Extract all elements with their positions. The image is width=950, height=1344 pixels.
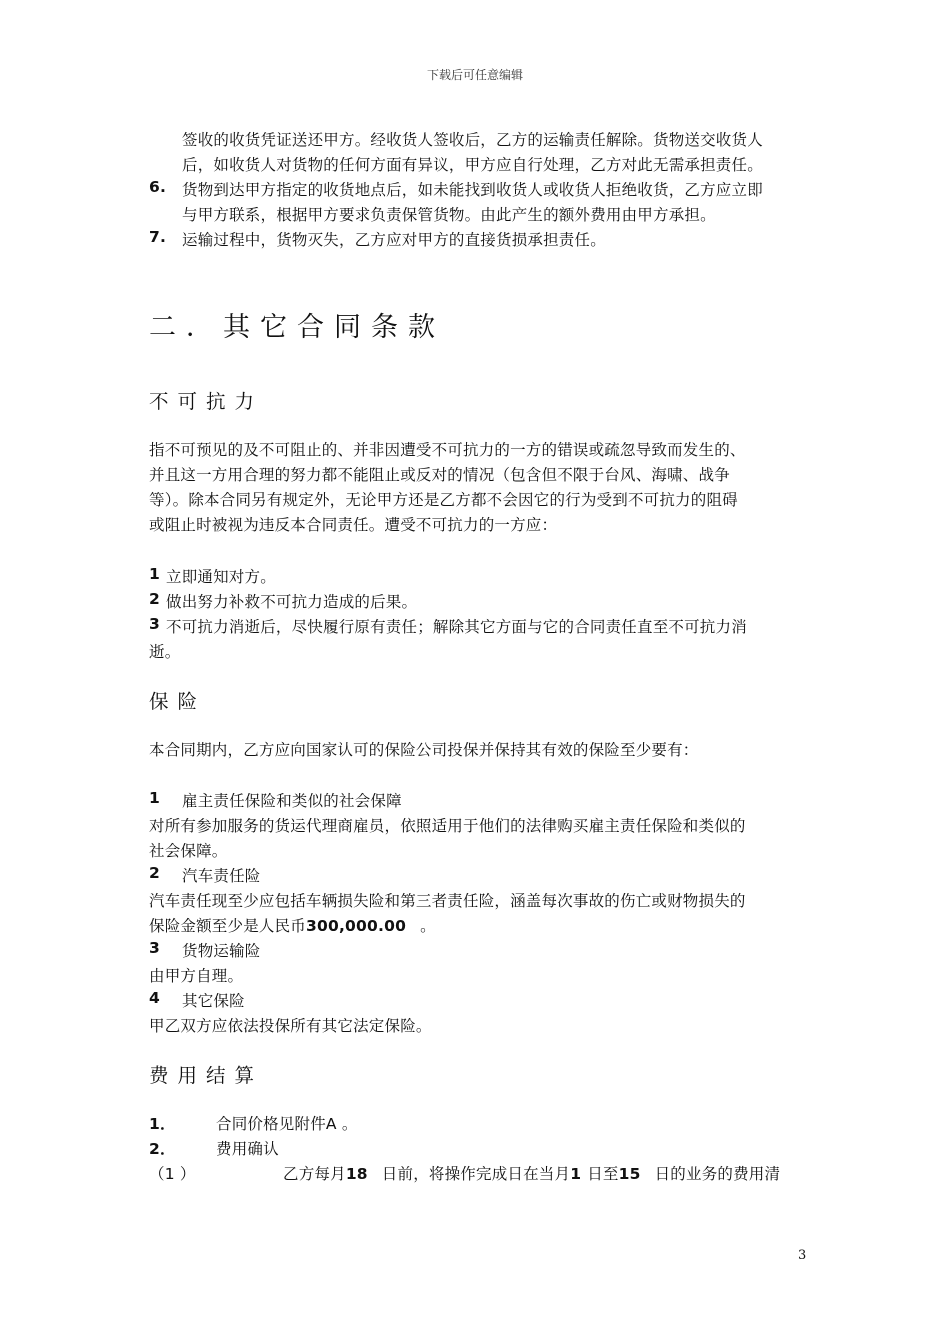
settle-item-2-text: 费用确认 [216,1140,279,1158]
settle-sub-1-text [283,1162,780,1184]
item-6-line-2: 与甲方联系，根据甲方要求负责保管货物。由此产生的额外费用由甲方承担。 [182,206,716,224]
force-majeure-para-line-2: 并且这一方用合理的努力都不能阻止或反对的情况（包含但不限于台风、海啸、战争 [149,466,730,484]
force-majeure-para-line-1: 指不可预见的及不可阻止的、并非因遭受不可抗力的一方的错误或疏忽导致而发生的、 [149,441,746,459]
ins-item-1-number: 1 [149,789,160,807]
ins-item-4-number: 4 [149,989,160,1007]
fm-item-3-continued: 逝。 [149,643,181,661]
ins-item-4-line-1: 甲乙双方应依法投保所有其它法定保险。 [149,1017,432,1035]
fm-item-3-number: 3 [149,615,160,633]
item-7-number: 7. [149,228,167,246]
sub1-text-a: 乙方每月 [283,1165,346,1183]
ins-item-1-line-1: 对所有参加服务的货运代理商雇员，依照适用于他们的法律购买雇主责任保险和类似的 [149,817,746,835]
sub1-day-1: 1 [570,1165,582,1183]
force-majeure-para-line-3: 等）。除本合同另有规定外，无论甲方还是乙方都不会因它的行为受到不可抗力的阻碍 [149,491,738,509]
sub1-day-15: 15 [618,1165,641,1183]
settlement-title: 费用结算 [149,1064,264,1087]
fm-item-2-text: 做出努力补救不可抗力造成的后果。 [166,593,418,611]
ins-item-2-line-1: 汽车责任现至少应包括车辆损失险和第三者责任险，涵盖每次事故的伤亡或财物损失的 [149,892,746,910]
fm-item-2-number: 2 [149,590,160,608]
force-majeure-title: 不可抗力 [149,390,264,413]
sub1-day-18: 18 [345,1165,368,1183]
fm-item-1-text: 立即通知对方。 [166,568,276,586]
ins-item-2-number: 2 [149,864,160,882]
force-majeure-para-line-4: 或阻止时被视为违反本合同责任。遭受不可抗力的一方应： [149,516,558,534]
ins-item-3-title: 货物运输险 [182,942,261,960]
insurance-intro: 本合同期内，乙方应向国家认可的保险公司投保并保持其有效的保险至少要有： [149,741,699,759]
page-header: 下载后可任意编辑 [426,68,523,82]
page-number: 3 [798,1248,807,1263]
sub1-text-b: 日前，将操作完成日在当月 [381,1165,571,1183]
ins-item-1-title: 雇主责任保险和类似的社会保障 [182,792,402,810]
ins-item-3-number: 3 [149,939,160,957]
ins-item-2-title: 汽车责任险 [182,867,261,885]
fm-item-3-text: 不可抗力消逝后，尽快履行原有责任；解除其它方面与它的合同责任直至不可抗力消 [166,618,747,636]
settle-item-1-number: 1． [149,1115,176,1133]
sub1-text-c: 日至 [587,1165,619,1183]
item-7-line-1: 运输过程中，货物灭失，乙方应对甲方的直接货损承担责任。 [182,231,606,249]
ins-item-4-title: 其它保险 [182,992,245,1010]
fm-item-1-number: 1 [149,565,160,583]
intro-line-1: 签收的收货凭证送还甲方。经收货人签收后，乙方的运输责任解除。货物送交收货人 [182,131,763,149]
settle-item-1-text: 合同价格见附件A 。 [216,1115,358,1133]
item-6-number: 6. [149,178,167,196]
insurance-title: 保险 [149,690,207,713]
ins-item-2-line-2-end: 。 [420,917,436,935]
item-6-line-1: 货物到达甲方指定的收货地点后，如未能找到收货人或收货人拒绝收货，乙方应立即 [182,181,763,199]
ins-item-2-line-2 [149,914,436,936]
ins-item-3-line-1: 由甲方自理。 [149,967,244,985]
intro-line-2: 后，如收货人对货物的任何方面有异议，甲方应自行处理，乙方对此无需承担责任。 [182,156,763,174]
settle-item-2-number: 2． [149,1140,176,1158]
settle-sub-1-number: （1 ） [149,1165,196,1183]
sub1-text-d: 日的业务的费用清 [654,1165,781,1183]
section-title: 二．其它合同条款 [149,312,445,343]
insured-amount: 300,000.00 [306,917,407,935]
ins-item-2-line-2-text: 保险金额至少是人民币 [149,917,307,935]
ins-item-1-line-2: 社会保障。 [149,842,228,860]
